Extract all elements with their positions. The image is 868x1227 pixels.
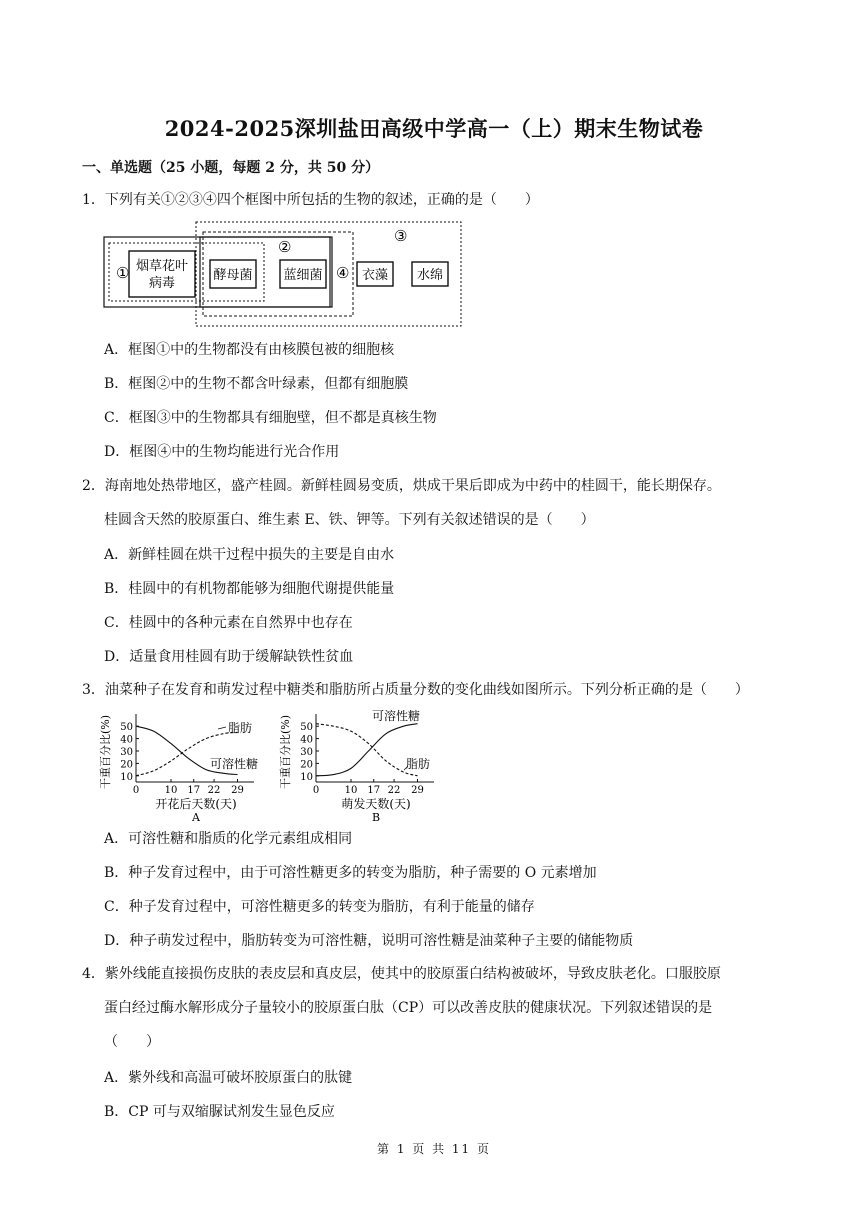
chart-1-xtick-label: 22 <box>387 785 401 796</box>
label-circle-3: ③ <box>394 227 408 245</box>
chart-0-xtick-label: 17 <box>187 785 201 796</box>
chart-1-ytick-label: 50 <box>300 722 313 734</box>
chart-1-ytick-label: 40 <box>300 734 313 746</box>
chart-a <box>98 706 278 824</box>
q2-option-d: D．适量食用桂圆有助于缓解缺铁性贫血 <box>104 649 354 665</box>
q1-option-c: C．框图③中的生物都具有细胞壁，但不都是真核生物 <box>104 410 437 426</box>
organism-tmv-line2: 病毒 <box>148 276 176 291</box>
chart-0-xlabel: 开花后天数(天) <box>155 797 237 811</box>
label-circle-2: ② <box>278 238 292 256</box>
chart-1-series-0-line <box>316 724 418 776</box>
chart-1-ytick-label: 10 <box>300 771 313 783</box>
q1-option-d: D．框图④中的生物均能进行光合作用 <box>104 444 340 460</box>
q2-option-c: C．桂圆中的各种元素在自然界中也存在 <box>104 615 353 631</box>
chart-0-series-label-fat: 脂肪 <box>228 721 253 735</box>
chart-1-panel-label: B <box>371 811 381 824</box>
organism-tmv-line1: 烟草花叶 <box>135 259 189 274</box>
question-4-stem-line3: （ ） <box>104 1034 160 1050</box>
q2-option-b: B．桂圆中的有机物都能够为细胞代谢提供能量 <box>104 581 395 597</box>
organism-chlamydomonas: 衣藻 <box>361 268 389 283</box>
q4-option-b: B．CP 可与双缩脲试剂发生显色反应 <box>104 1104 335 1120</box>
question-4-stem-line1: 4．紫外线能直接损伤皮肤的表皮层和真皮层，使其中的胶原蛋白结构被破坏，导致皮肤老化。口服胶原 <box>82 966 721 982</box>
q3-option-a: A．可溶性糖和脂质的化学元素组成相同 <box>104 831 353 847</box>
q1-option-b: B．框图②中的生物不都含叶绿素，但都有细胞膜 <box>104 376 409 392</box>
chart-0-ytick-label: 20 <box>120 759 133 771</box>
question-2-stem-line2: 桂圆含天然的胶原蛋白、维生素 E、铁、钾等。下列有关叙述错误的是（ ） <box>104 512 595 528</box>
chart-0-series-label-sugar: 可溶性糖 <box>210 757 259 771</box>
q4-option-a: A．紫外线和高温可破坏胶原蛋白的肽键 <box>104 1070 353 1086</box>
page-footer: 第 1 页 共 11 页 <box>377 1142 491 1156</box>
q3-option-c: C．种子发育过程中，可溶性糖更多的转变为脂肪，有利于能量的储存 <box>104 899 535 915</box>
chart-1-ytick-label: 20 <box>300 759 313 771</box>
organism-cyanobacteria: 蓝细菌 <box>283 268 323 283</box>
chart-0-ytick-label: 40 <box>120 734 133 746</box>
chart-1-ytick-label: 30 <box>300 747 313 758</box>
exam-title: 2024-2025深圳盐田高级中学高一（上）期末生物试卷 <box>164 116 704 141</box>
chart-b <box>278 706 448 824</box>
question-4-stem-line2: 蛋白经过酶水解形成分子量较小的胶原蛋白肽（CP）可以改善皮肤的健康状况。下列叙述错误的是 <box>104 1000 713 1016</box>
chart-1-xlabel: 萌发天数(天) <box>341 797 411 811</box>
chart-1-xtick-label: 17 <box>367 785 381 796</box>
chart-1-series-1-line <box>316 724 418 776</box>
label-circle-1: ① <box>116 264 130 282</box>
section-heading: 一、单选题（25 小题，每题 2 分，共 50 分） <box>82 160 380 176</box>
organism-spirogyra: 水绵 <box>416 268 444 283</box>
chart-0-xtick-label: 29 <box>231 785 244 796</box>
chart-1-xtick-label: 10 <box>344 785 358 796</box>
chart-1-series-label-sugar: 可溶性糖 <box>372 709 421 723</box>
chart-0-xtick-label: 0 <box>132 785 140 796</box>
chart-0-ylabel: 干重百分比(%) <box>99 714 112 790</box>
chart-0-ytick-label: 30 <box>120 747 133 758</box>
chart-0-xtick-label: 22 <box>207 785 221 796</box>
question-1-figure <box>100 220 465 330</box>
chart-1-xtick-label: 29 <box>411 785 424 796</box>
question-3-stem: 3．油菜种子在发育和萌发过程中糖类和脂肪所占质量分数的变化曲线如图所示。下列分析正确的是（ ） <box>82 682 749 698</box>
organism-yeast: 酵母菌 <box>213 268 253 283</box>
chart-1-xtick-label: 0 <box>312 785 320 796</box>
chart-0-xtick-label: 10 <box>164 785 178 796</box>
chart-1-ylabel: 干重百分比(%) <box>279 714 292 790</box>
chart-0-ytick-label: 50 <box>120 722 133 734</box>
chart-0-ytick-label: 10 <box>120 771 133 783</box>
q2-option-a: A．新鲜桂圆在烘干过程中损失的主要是自由水 <box>104 547 395 563</box>
chart-1-series-label-fat: 脂肪 <box>406 757 431 771</box>
chart-0-panel-label: A <box>192 811 200 824</box>
question-2-stem-line1: 2．海南地处热带地区，盛产桂圆。新鲜桂圆易变质，烘成干果后即成为中药中的桂圆干，能长期保存。 <box>82 478 721 494</box>
label-circle-4: ④ <box>336 264 350 282</box>
q3-option-b: B．种子发育过程中，由于可溶性糖更多的转变为脂肪，种子需要的 O 元素增加 <box>104 865 597 881</box>
question-1-stem: 1．下列有关①②③④四个框图中所包括的生物的叙述，正确的是（ ） <box>82 192 539 208</box>
chart-0-leader-fat <box>218 727 226 729</box>
q1-option-a: A．框图①中的生物都没有由核膜包被的细胞核 <box>104 342 395 358</box>
q3-option-d: D．种子萌发过程中，脂肪转变为可溶性糖，说明可溶性糖是油菜种子主要的储能物质 <box>104 933 634 949</box>
